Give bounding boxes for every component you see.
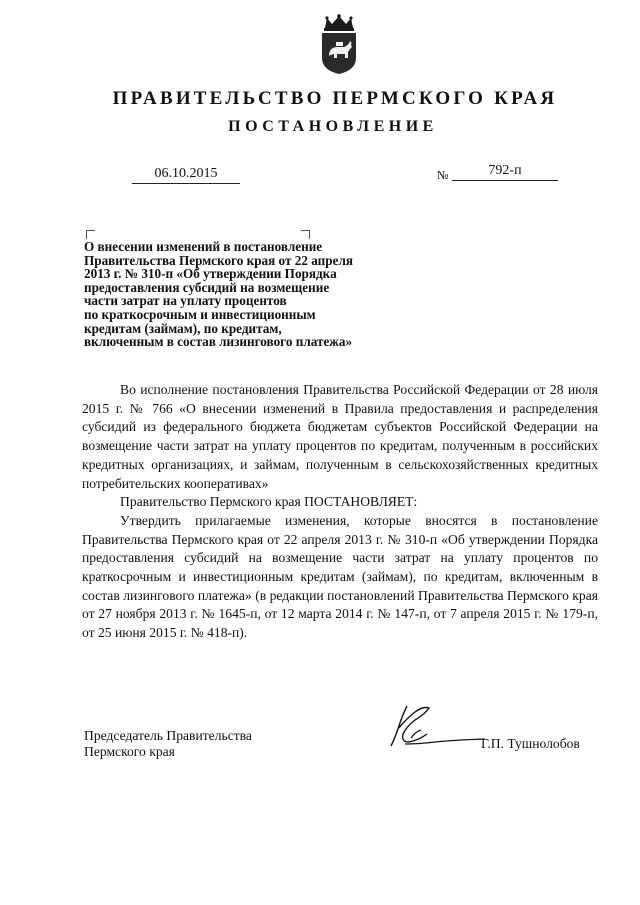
- signatory-position: [84, 728, 252, 760]
- signatory-position-line1: Председатель Правительства: [84, 728, 252, 743]
- subject-line: предоставления субсидий на возмещение: [84, 279, 330, 295]
- handwritten-signature: [385, 698, 493, 760]
- preamble-paragraph: Во исполнение постановления Правительства Российской Федерации от 28 июля 2015 г. № 766 «О внесении изменений в Правила предоставления и распределения субсидий из федерального бюджета бюджетам субъектов Российской Федерации на возмещение части затрат на уплату процентов по кредитам, полученным в российских кредитных организациях, и займам, полученным в сельскохозяйственных кредитных потребительских кооперативах»: [82, 382, 598, 491]
- subject-bracket-left: [86, 230, 95, 239]
- subject-bracket-right: [301, 230, 310, 239]
- subject-line: включенным в состав лизингового платежа»: [84, 334, 353, 350]
- signatory-position-line2: Пермского края: [84, 744, 175, 759]
- document-subject: [84, 240, 394, 349]
- subject-line: кредитам (займам), по кредитам,: [84, 320, 282, 336]
- subject-line: Правительства Пермского края от 22 апреля: [84, 252, 353, 268]
- subject-line: 2013 г. № 310-п «Об утверждении Порядка: [84, 266, 337, 282]
- document-number: 792-п: [452, 163, 558, 181]
- document-body: [82, 381, 598, 643]
- document-type: ПОСТАНОВЛЕНИЕ: [228, 118, 438, 135]
- subject-line: части затрат на уплату процентов: [84, 293, 287, 309]
- government-title: ПРАВИТЕЛЬСТВО ПЕРМСКОГО КРАЯ: [112, 88, 558, 109]
- subject-line: О внесении изменений в постановление: [84, 239, 323, 254]
- decree-statement: Правительство Пермского края ПОСТАНОВЛЯЕТ:: [120, 494, 418, 510]
- signatory-name: Г.П. Тушнолобов: [481, 736, 580, 751]
- number-sign: №: [437, 168, 449, 182]
- resolution-paragraph: Утвердить прилагаемые изменения, которые вносятся в постановление Правительства Пермского края от 22 апреля 2013 г. № 310-п «Об утверждении Порядка предоставления субсидий на возмещение части затрат на уплату процентов по краткосрочным и инвестиционным кредитам (займам), по кредитам, включенным в состав лизингового платежа» (в редакции постановлений Правительства Пермского края от 27 ноября 2013 г. № 1645-п, от 12 марта 2014 г. № 147-п, от 7 апреля 2015 г. № 179-п, от 25 июня 2015 г. № 418-п).: [82, 512, 598, 641]
- subject-line: по краткосрочным и инвестиционным: [84, 306, 316, 322]
- document-date: 06.10.2015: [132, 166, 240, 184]
- coat-of-arms-icon: [317, 14, 361, 76]
